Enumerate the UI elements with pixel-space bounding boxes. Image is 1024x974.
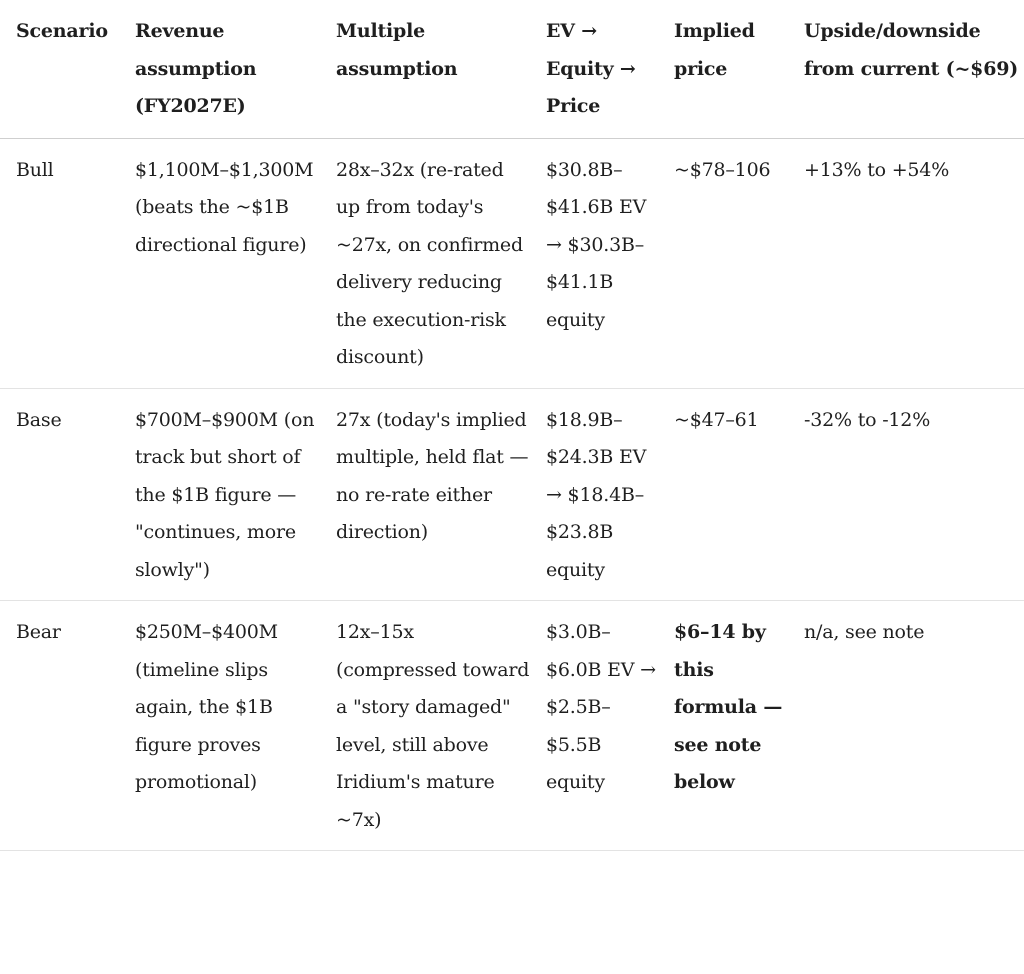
table-header	[0, 0, 1024, 138]
cell-upside-downside: n/a, see note	[788, 601, 1024, 851]
cell-ev-equity-price: $18.9B–$24.3B EV → $18.4B–$23.8B equity	[530, 388, 658, 601]
cell-scenario: Bull	[0, 138, 119, 388]
cell-multiple: 12x–15x (compressed toward a "story damaged" level, still above Iridium's mature ~7x)	[320, 601, 530, 851]
cell-multiple: 28x–32x (re-rated up from today's ~27x, on confirmed delivery reducing the execution-risk discount)	[320, 138, 530, 388]
cell-multiple: 27x (today's implied multiple, held flat — no re-rate either direction)	[320, 388, 530, 601]
header-scenario: Scenario	[0, 0, 119, 138]
cell-ev-equity-price: $3.0B–$6.0B EV → $2.5B–$5.5B equity	[530, 601, 658, 851]
cell-implied-price: ~$47–61	[658, 388, 788, 601]
header-revenue-assumption: Revenue assumption (FY2027E)	[119, 0, 320, 138]
header-implied-price: Implied price	[658, 0, 788, 138]
header-multiple-assumption: Multiple assumption	[320, 0, 530, 138]
cell-scenario: Base	[0, 388, 119, 601]
cell-implied-price: ~$78–106	[658, 138, 788, 388]
header-upside-downside: Upside/downside from current (~$69)	[788, 0, 1024, 138]
table-body	[0, 138, 1024, 851]
cell-revenue: $1,100M–$1,300M (beats the ~$1B directional figure)	[119, 138, 320, 388]
cell-upside-downside: +13% to +54%	[788, 138, 1024, 388]
cell-implied-price-emphasized: $6–14 by this formula — see note below	[658, 601, 788, 851]
cell-scenario: Bear	[0, 601, 119, 851]
cell-revenue: $250M–$400M (timeline slips again, the $1B figure proves promotional)	[119, 601, 320, 851]
table-row-bull	[0, 138, 1024, 388]
header-ev-equity-price: EV → Equity → Price	[530, 0, 658, 138]
table-row-bear	[0, 601, 1024, 851]
header-row	[0, 0, 1024, 138]
cell-revenue: $700M–$900M (on track but short of the $1B figure — "continues, more slowly")	[119, 388, 320, 601]
cell-ev-equity-price: $30.8B–$41.6B EV → $30.3B–$41.1B equity	[530, 138, 658, 388]
cell-upside-downside: -32% to -12%	[788, 388, 1024, 601]
table-row-base	[0, 388, 1024, 601]
